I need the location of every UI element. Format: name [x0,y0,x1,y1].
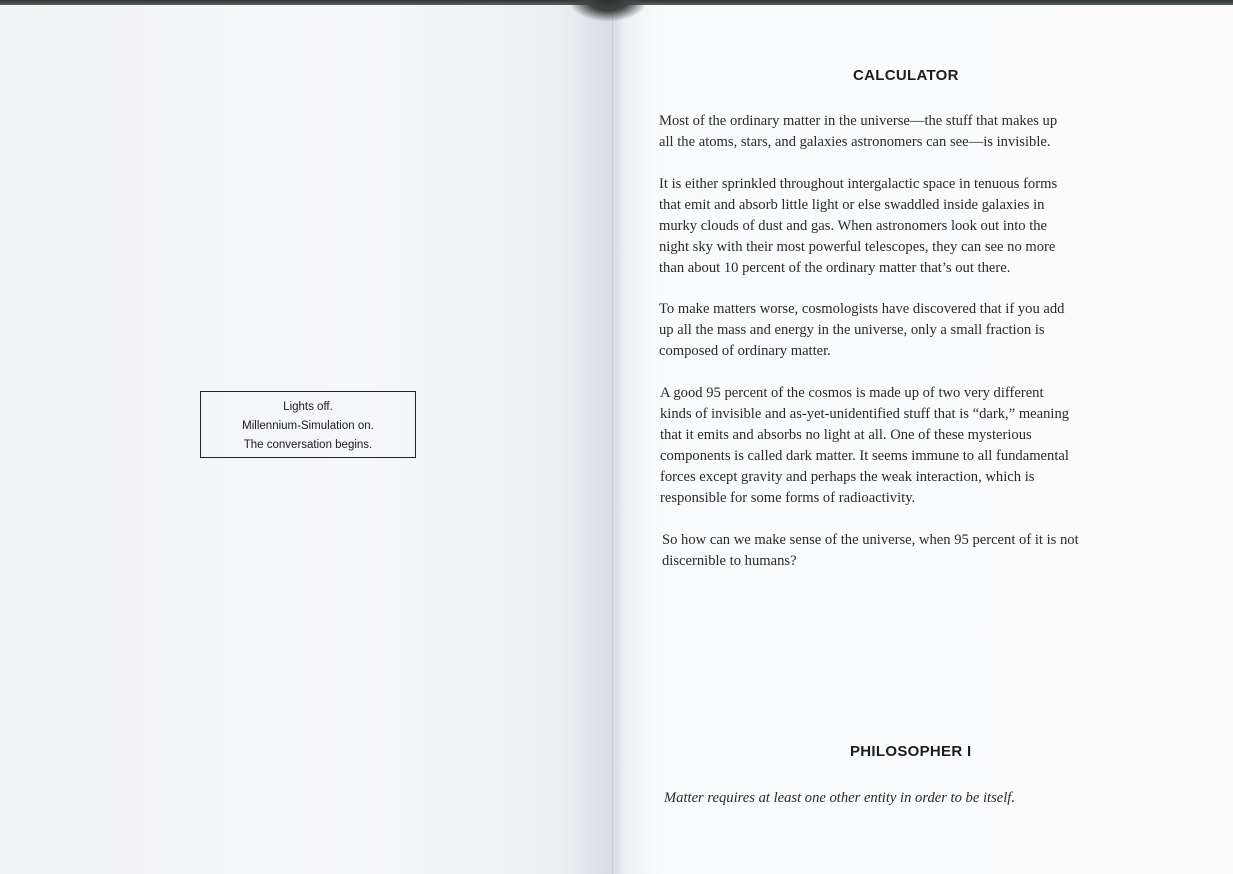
text-line: It is either sprinkled throughout intergalactic space in tenuous forms [659,176,1058,192]
text-line: that emit and absorb little light or else swaddled inside galaxies in [659,197,1045,213]
paragraph [659,111,1179,153]
text-line: composed of ordinary matter. [659,343,831,359]
text-line: up all the mass and energy in the universe, only a small fraction is [659,322,1045,338]
spine-shadow [568,0,648,22]
philosopher-quote: Matter requires at least one other entity in order to be itself. [664,790,1016,806]
paragraph [659,174,1179,279]
paragraph [660,383,1180,509]
text-line: responsible for some forms of radioactivity. [660,490,916,506]
text-line: than about 10 percent of the ordinary matter that’s out there. [659,260,1011,276]
text-line: Most of the ordinary matter in the universe—the stuff that makes up [659,113,1058,129]
text-line: components is called dark matter. It seems immune to all fundamental [660,448,1069,464]
text-line: To make matters worse, cosmologists have discovered that if you add [659,301,1065,317]
speaker-heading-calculator: CALCULATOR [853,67,959,84]
text-line: all the atoms, stars, and galaxies astronomers can see—is invisible. [659,134,1051,150]
paragraph [662,530,1182,572]
stage-direction-box [200,391,416,458]
book-gutter [612,5,615,874]
text-line: discernible to humans? [662,553,797,569]
paragraph [659,299,1179,362]
text-line: murky clouds of dust and gas. When astronomers look out into the [659,218,1048,234]
caption-line: Lights off. [283,401,333,413]
text-line: A good 95 percent of the cosmos is made up of two very different [660,385,1044,401]
text-line: kinds of invisible and as-yet-unidentified stuff that is “dark,” meaning [660,406,1070,422]
caption-line: Millennium-Simulation on. [242,420,374,432]
text-line: So how can we make sense of the universe, when 95 percent of it is not [662,532,1079,548]
text-line: that it emits and absorbs no light at all. One of these mysterious [660,427,1032,443]
speaker-heading-philosopher: PHILOSOPHER I [850,743,972,760]
text-line: night sky with their most powerful telescopes, they can see no more [659,239,1056,255]
caption-line: The conversation begins. [243,439,373,451]
text-line: forces except gravity and perhaps the weak interaction, which is [660,469,1035,485]
